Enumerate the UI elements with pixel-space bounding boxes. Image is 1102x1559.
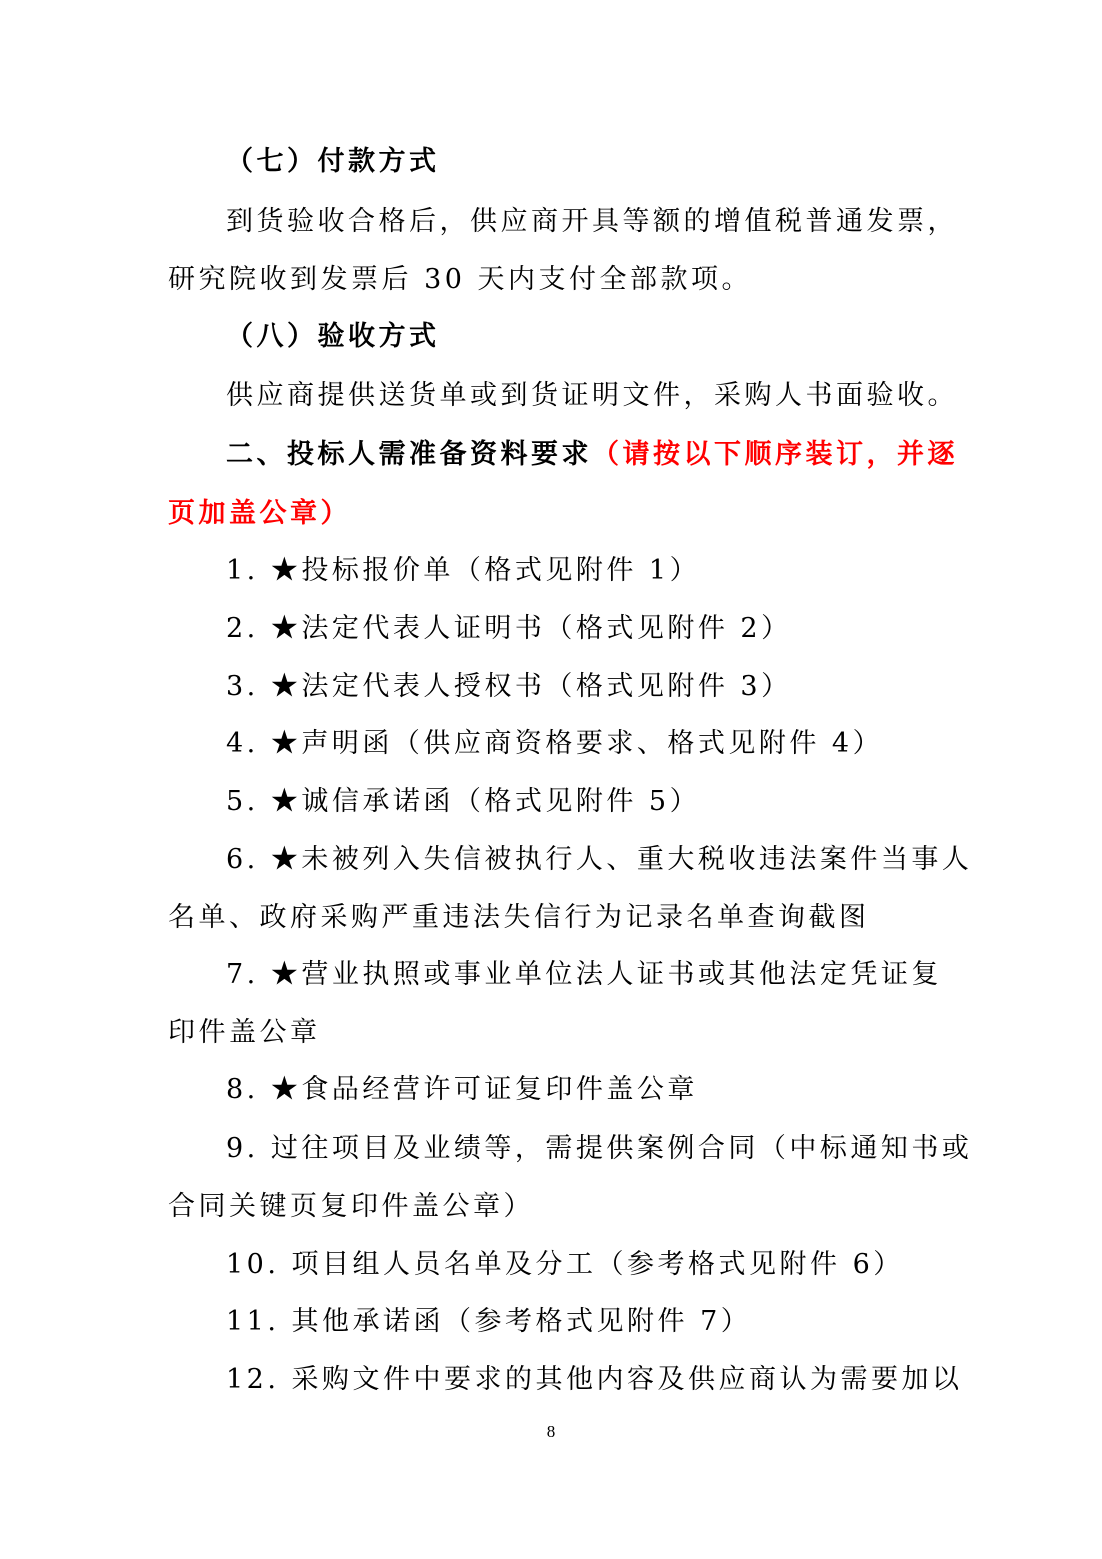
section-2-heading: 二、投标人需准备资料要求: [226, 439, 592, 470]
list-item-4: 4. ★声明函（供应商资格要求、格式见附件 4）: [226, 728, 884, 759]
list-item-8: 8. ★食品经营许可证复印件盖公章: [226, 1074, 698, 1105]
list-item-5: 5. ★诚信承诺函（格式见附件 5）: [226, 786, 701, 817]
section-2-heading-line: [0, 439, 1102, 471]
list-item-10: 10. 项目组人员名单及分工（参考格式见附件 6）: [226, 1249, 904, 1280]
list-item-12-line-1: 12. 采购文件中要求的其他内容及供应商认为需要加以: [226, 1364, 963, 1395]
page-number: 8: [546, 1422, 556, 1441]
section-2-binding-note-continued: 页加盖公章）: [168, 498, 351, 529]
list-item-6-line-2: 名单、政府采购严重违法失信行为记录名单查询截图: [168, 902, 870, 933]
section-2-binding-note: （请按以下顺序装订，并逐: [592, 439, 958, 470]
section-7-paragraph-line-1: 到货验收合格后，供应商开具等额的增值税普通发票，: [226, 206, 958, 237]
list-item-9-line-2: 合同关键页复印件盖公章）: [168, 1191, 534, 1222]
list-item-9-line-1: 9. 过往项目及业绩等，需提供案例合同（中标通知书或: [226, 1133, 973, 1164]
list-item-7-line-2: 印件盖公章: [168, 1017, 321, 1048]
list-item-2: 2. ★法定代表人证明书（格式见附件 2）: [226, 613, 792, 644]
list-item-1: 1. ★投标报价单（格式见附件 1）: [226, 555, 701, 586]
section-7-heading: （七）付款方式: [226, 146, 440, 177]
list-item-6-line-1: 6. ★未被列入失信被执行人、重大税收违法案件当事人: [226, 844, 973, 875]
section-7-paragraph-line-2: 研究院收到发票后 30 天内支付全部款项。: [168, 264, 753, 295]
list-item-11: 11. 其他承诺函（参考格式见附件 7）: [226, 1306, 752, 1337]
section-8-heading: （八）验收方式: [226, 321, 440, 352]
list-item-7-line-1: 7. ★营业执照或事业单位法人证书或其他法定凭证复: [226, 959, 942, 990]
section-8-paragraph: 供应商提供送货单或到货证明文件，采购人书面验收。: [226, 380, 958, 411]
list-item-3: 3. ★法定代表人授权书（格式见附件 3）: [226, 671, 792, 702]
